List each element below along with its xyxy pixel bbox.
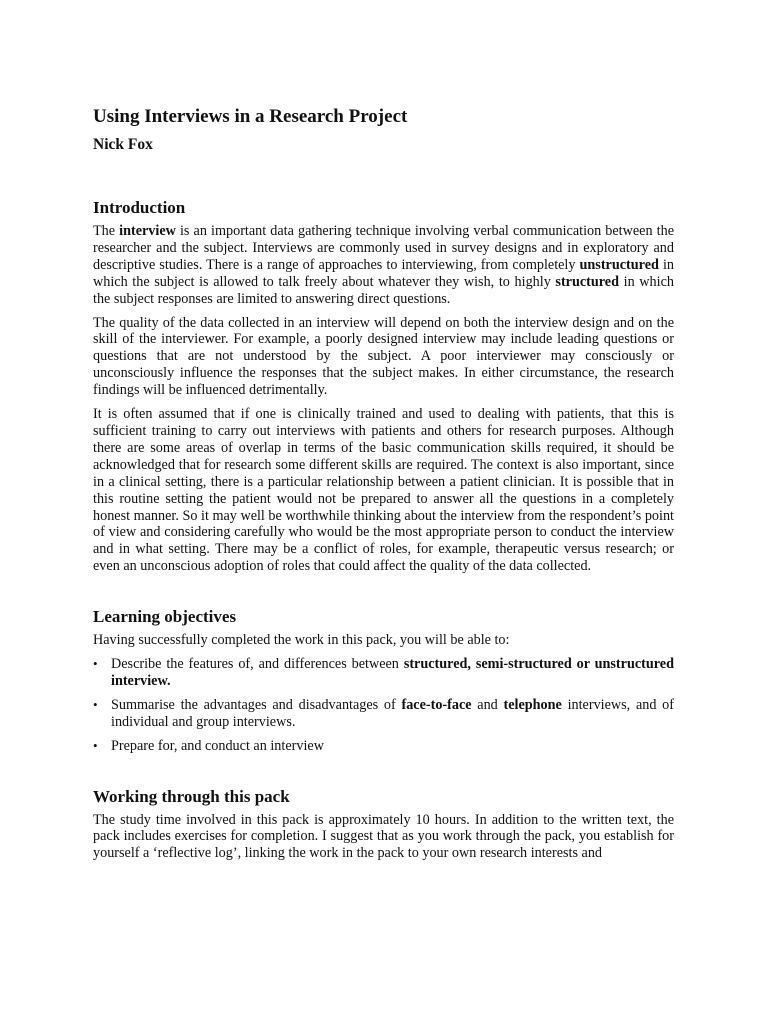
learning-objectives-intro: Having successfully completed the work in this pack, you will be able to:	[93, 632, 510, 649]
objective-item: • Prepare for, and conduct an interview	[93, 737, 324, 754]
bullet-icon: •	[93, 656, 98, 672]
learning-objectives-heading: Learning objectives	[93, 607, 237, 627]
objective-item: • Describe the features of, and differences between structured, semi-structured or unstructured interview.	[93, 656, 674, 689]
bullet-icon: •	[93, 737, 98, 753]
document-title: Using Interviews in a Research Project	[93, 106, 408, 127]
working-through-heading: Working through this pack	[93, 786, 290, 806]
introduction-paragraph-1: The interview is an important data gathering technique involving verbal communication between the researcher and the subject. Interviews are commonly used in survey designs and in exploratory and descriptive studies. There is a range of approaches to interviewing, from completely unstructured in which the subject is allowed to talk freely about whatever they wish, to highly structured in which the subject responses are limited to answering direct questions.	[93, 223, 674, 307]
learning-objectives-list	[93, 656, 674, 755]
document-page	[93, 104, 674, 869]
bullet-icon: •	[93, 696, 98, 712]
introduction-heading: Introduction	[93, 198, 186, 217]
objective-item: • Summarise the advantages and disadvantages of face-to-face and telephone interviews, and of individual and group interviews.	[93, 696, 674, 730]
introduction-paragraph-2: The quality of the data collected in an interview will depend on both the interview design and on the skill of the interviewer. For example, a poorly designed interview may include leading questions or questions that are not understood by the subject. A poor interviewer may consciously or unconsciously influence the responses that the subject makes. In either circumstance, the research findings will be influenced detrimentally.	[93, 314, 674, 399]
working-through-paragraph: The study time involved in this pack is approximately 10 hours. In addition to the written text, the pack includes exercises for completion. I suggest that as you work through the pack, you establish for yourself a ‘reflective log’, linking the work in the pack to your own research interests and	[93, 811, 674, 862]
document-author: Nick Fox	[93, 136, 153, 153]
introduction-paragraph-3: It is often assumed that if one is clinically trained and used to dealing with patients, that this is sufficient training to carry out interviews with patients and others for research purposes. Although there are some areas of overlap in terms of the basic communication skills required, it should be acknowledged that for research some different skills are required. The context is also important, since in a clinical setting, there is a particular relationship between a patient clinician. It is possible that in this routine setting the patient would not be prepared to answer all the questions in a completely honest manner. So it may well be worthwhile thinking about the interview from the respondent’s point of view and considering carefully who would be the most appropriate person to conduct the interview and in what setting. There may be a conflict of roles, for example, therapeutic versus research; or even an unconscious adoption of roles that could affect the quality of the data collected.	[93, 406, 674, 575]
